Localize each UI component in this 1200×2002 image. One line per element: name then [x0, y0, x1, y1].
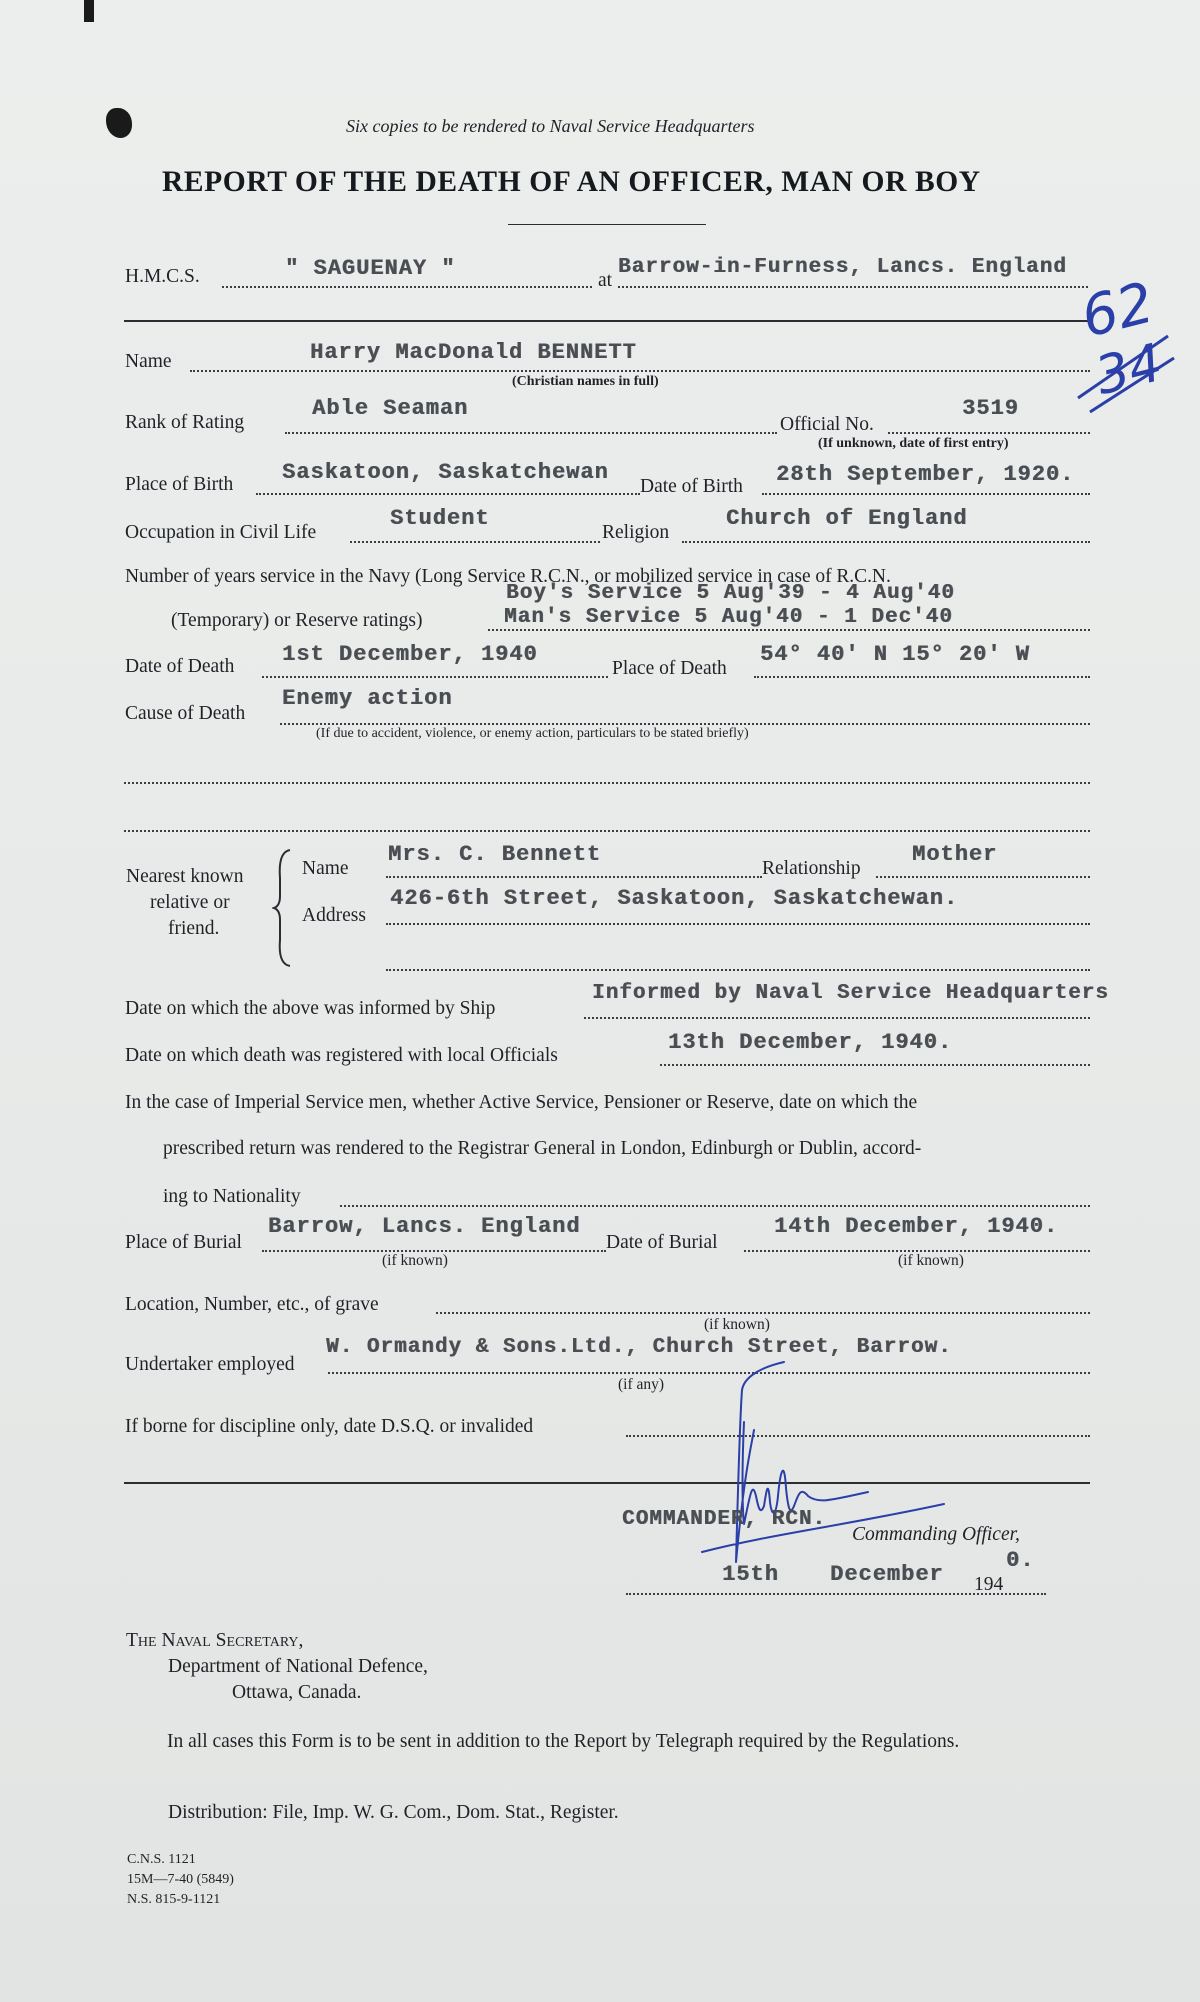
- form-code-line1: C.N.S. 1121: [127, 1852, 196, 1867]
- service-label-line2: (Temporary) or Reserve ratings): [171, 610, 423, 631]
- name-label: Name: [125, 351, 172, 372]
- relative-name-value: Mrs. C. Bennett: [388, 842, 602, 867]
- relationship-label: Relationship: [762, 858, 861, 879]
- punch-hole: [106, 108, 132, 138]
- hmcs-label: H.M.C.S.: [125, 266, 200, 287]
- copies-note: Six copies to be rendered to Naval Service Headquarters: [346, 116, 755, 136]
- relative-address-dots: [386, 923, 1090, 925]
- relative-name-label: Name: [302, 858, 349, 879]
- form-title: REPORT OF THE DEATH OF AN OFFICER, MAN OR BOY: [162, 166, 981, 198]
- undertaker-value: W. Ormandy & Sons.Ltd., Church Street, Barrow.: [326, 1336, 952, 1359]
- undertaker-label: Undertaker employed: [125, 1354, 295, 1375]
- registered-label: Date on which death was registered with local Officials: [125, 1045, 558, 1066]
- date-of-birth-dots: [762, 493, 1090, 495]
- header-divider: [124, 320, 1090, 322]
- place-of-birth-value: Saskatoon, Saskatchewan: [282, 460, 609, 485]
- registered-dots: [660, 1064, 1090, 1066]
- relative-group-label-3: friend.: [168, 918, 220, 939]
- service-dots: [488, 629, 1090, 631]
- name-dots: [190, 370, 1090, 372]
- date-of-birth-value: 28th September, 1920.: [776, 462, 1075, 487]
- imperial-text-line2: prescribed return was rendered to the Registrar General in London, Edinburgh or Dublin, accord-: [163, 1138, 922, 1159]
- relative-address-dots-2: [386, 969, 1090, 971]
- margin-note-strike: [1068, 278, 1178, 428]
- form-code-line3: N.S. 815-9-1121: [127, 1892, 221, 1907]
- date-of-burial-value: 14th December, 1940.: [774, 1214, 1059, 1239]
- instructions-text: In all cases this Form is to be sent in addition to the Report by Telegraph required by the Regulations.: [167, 1731, 960, 1752]
- official-no-value: 3519: [962, 396, 1019, 421]
- imperial-text-line1: In the case of Imperial Service men, whether Active Service, Pensioner or Reserve, date on which the: [125, 1092, 918, 1113]
- date-of-death-label: Date of Death: [125, 656, 235, 677]
- place-of-death-dots: [754, 676, 1090, 678]
- naval-secretary-line: The Naval Secretary,: [126, 1630, 304, 1651]
- date-of-burial-note: (if known): [898, 1252, 964, 1269]
- official-no-label: Official No.: [780, 414, 874, 435]
- cause-of-death-value: Enemy action: [282, 686, 453, 711]
- rank-label: Rank of Rating: [125, 412, 245, 433]
- imperial-dots: [340, 1205, 1090, 1207]
- service-value-line1: Boy's Service 5 Aug'39 - 4 Aug'40: [506, 582, 955, 605]
- date-of-death-dots: [262, 676, 608, 678]
- date-of-birth-label: Date of Birth: [640, 476, 743, 497]
- relative-name-dots: [386, 876, 762, 878]
- place-of-birth-dots: [256, 493, 640, 495]
- ship-name-value: " SAGUENAY ": [285, 256, 456, 281]
- relative-address-label: Address: [302, 905, 366, 926]
- signature-year-typed: 0.: [1006, 1548, 1035, 1573]
- signature-year-printed: 194: [974, 1574, 1004, 1595]
- relative-brace: [272, 848, 296, 968]
- imperial-text-line3: ing to Nationality: [163, 1186, 301, 1207]
- commanding-officer-label: Commanding Officer,: [852, 1524, 1020, 1545]
- place-of-burial-value: Barrow, Lancs. England: [268, 1214, 581, 1239]
- binding-mark: [84, 0, 94, 22]
- religion-value: Church of England: [726, 506, 968, 531]
- religion-dots: [682, 541, 1090, 543]
- distribution-line: Distribution: File, Imp. W. G. Com., Dom. Stat., Register.: [168, 1802, 619, 1823]
- date-of-death-value: 1st December, 1940: [282, 642, 538, 667]
- title-underline: [508, 224, 706, 225]
- place-of-death-label: Place of Death: [612, 658, 727, 679]
- occupation-label: Occupation in Civil Life: [125, 522, 317, 543]
- cause-extra-dots-1: [124, 782, 1090, 784]
- relationship-dots: [876, 876, 1090, 878]
- cause-of-death-label: Cause of Death: [125, 703, 246, 724]
- cause-of-death-dots: [280, 723, 1090, 725]
- signature-day-value: 15th: [722, 1562, 779, 1587]
- place-of-birth-label: Place of Birth: [125, 474, 234, 495]
- hmcs-dots: [222, 286, 592, 288]
- ship-location-value: Barrow-in-Furness, Lancs. England: [618, 256, 1067, 279]
- informed-label: Date on which the above was informed by Ship: [125, 998, 496, 1019]
- relative-address-value: 426-6th Street, Saskatoon, Saskatchewan.: [390, 886, 959, 911]
- service-label-line1: Number of years service in the Navy (Long Service R.C.N., or mobilized service in case of R.C.N.: [125, 566, 891, 587]
- place-of-death-value: 54° 40' N 15° 20' W: [760, 642, 1030, 667]
- ottawa-line: Ottawa, Canada.: [232, 1682, 362, 1703]
- occupation-value: Student: [390, 506, 490, 531]
- discipline-label: If borne for discipline only, date D.S.Q. or invalided: [125, 1416, 534, 1437]
- service-value-line2: Man's Service 5 Aug'40 - 1 Dec'40: [504, 606, 953, 629]
- informed-dots: [584, 1017, 1090, 1019]
- place-of-burial-label: Place of Burial: [125, 1232, 242, 1253]
- religion-label: Religion: [602, 522, 670, 543]
- margin-note: [1068, 270, 1178, 428]
- cause-of-death-note: (If due to accident, violence, or enemy action, particulars to be stated briefly): [316, 726, 749, 741]
- name-value: Harry MacDonald BENNETT: [310, 340, 637, 365]
- informed-value: Informed by Naval Service Headquarters: [592, 982, 1109, 1005]
- date-of-burial-label: Date of Burial: [606, 1232, 718, 1253]
- rank-value: Able Seaman: [312, 396, 469, 421]
- at-dots: [618, 286, 1088, 288]
- cause-extra-dots-2: [124, 830, 1090, 832]
- form-code-line2: 15M—7-40 (5849): [127, 1872, 234, 1887]
- name-note: (Christian names in full): [512, 374, 659, 389]
- margin-note-bottom: 34: [1089, 332, 1169, 408]
- registered-value: 13th December, 1940.: [668, 1030, 953, 1055]
- relative-group-label-1: Nearest known: [126, 866, 244, 887]
- at-label: at: [598, 270, 613, 291]
- official-no-dots: [888, 432, 1090, 434]
- relative-group-label-2: relative or: [150, 892, 230, 913]
- grave-dots: [436, 1312, 1090, 1314]
- occupation-dots: [350, 541, 600, 543]
- grave-note: (if known): [704, 1316, 770, 1333]
- margin-note-top: 62: [1075, 270, 1161, 351]
- signature-rank-value: COMMANDER, RCN.: [622, 1508, 827, 1531]
- grave-label: Location, Number, etc., of grave: [125, 1294, 379, 1315]
- place-of-burial-note: (if known): [382, 1252, 448, 1269]
- official-no-note: (If unknown, date of first entry): [818, 436, 1009, 451]
- relationship-value: Mother: [912, 842, 998, 867]
- rank-dots: [285, 432, 777, 434]
- undertaker-note: (if any): [618, 1376, 665, 1393]
- signature-month-value: December: [830, 1562, 944, 1587]
- department-line: Department of National Defence,: [168, 1656, 428, 1677]
